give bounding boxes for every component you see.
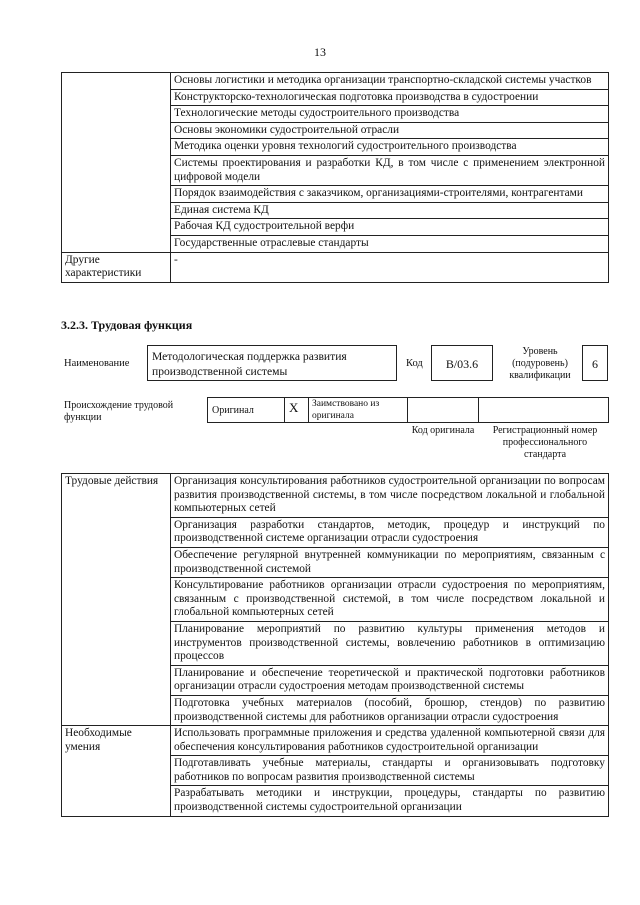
skill-row	[62, 726, 609, 756]
skill-item: Разрабатывать методики и инструкции, процедуры, стандарты по развитию производственной системы судостроительной организации	[171, 786, 609, 816]
knowledge-item: Единая система КД	[171, 202, 609, 219]
borrowed-label: Заимствовано из оригинала	[312, 399, 380, 421]
section-title: 3.2.3. Трудовая функция	[61, 318, 193, 332]
other-characteristics-row	[62, 252, 609, 282]
code-value: B/03.6	[445, 357, 479, 371]
skill-item: Использовать программные приложения и средства удаленной компьютерной связи для обеспечения консультирования работников судостроительной организации	[171, 726, 609, 756]
level-value: 6	[592, 357, 598, 371]
skill-item: Подготавливать учебные материалы, стандарты и организовывать подготовку работников по вопросам развития производственной системы	[171, 756, 609, 786]
page-number: 13	[314, 45, 326, 59]
knowledge-item: Государственные отраслевые стандарты	[171, 235, 609, 252]
other-characteristics-label: Другие характеристики	[62, 252, 171, 282]
knowledge-row	[62, 73, 609, 90]
code-box	[431, 345, 493, 381]
code-label: Код	[406, 358, 423, 369]
actions-label: Трудовые действия	[62, 474, 171, 726]
level-label: Уровень (подуровень) квалификации	[509, 346, 571, 381]
name-value: Методологическая поддержка развития производственной системы	[152, 350, 347, 378]
action-item: Планирование и обеспечение теоретической и практической подготовки работников организации отрасли судостроения методам производственной системы	[171, 665, 609, 695]
code-original-label: Код оригинала	[411, 425, 475, 436]
knowledge-item: Конструкторско-технологическая подготовка производства в судостроении	[171, 89, 609, 106]
other-characteristics-value: -	[171, 252, 609, 282]
functions-table	[61, 473, 609, 817]
action-item: Организация разработки стандартов, методик, процедур и инструкций по производственной системе организации отрасли судостроения	[171, 517, 609, 547]
level-box	[582, 345, 608, 381]
knowledge-item: Системы проектирования и разработки КД, в том числе с применением электронной цифровой модели	[171, 155, 609, 185]
original-label: Оригинал	[212, 405, 254, 416]
knowledge-table	[61, 72, 609, 283]
knowledge-item: Методика оценки уровня технологий судостроительного производства	[171, 139, 609, 156]
name-box	[147, 345, 397, 381]
knowledge-item: Технологические методы судостроительного производства	[171, 106, 609, 123]
knowledge-item: Рабочая КД судостроительной верфи	[171, 219, 609, 236]
origin-label: Происхождение трудовой функции	[64, 400, 174, 423]
action-item: Подготовка учебных материалов (пособий, брошюр, стендов) по развитию производственной системы для работников организации отрасли судостроения	[171, 695, 609, 725]
name-label: Наименование	[64, 358, 130, 369]
knowledge-item: Порядок взаимодействия с заказчиком, организациями-строителями, контрагентами	[171, 186, 609, 203]
action-item: Организация консультирования работников судостроительной организации по вопросам развития производственной системы, в том числе посредством локальной и глобальной компьютерных сетей	[171, 474, 609, 518]
action-item: Консультирование работников организации отрасли судостроения по мероприятиям, связанным с производственной системой, в том числе посредством локальной и глобальной компьютерных сетей	[171, 578, 609, 622]
origin-box	[207, 397, 609, 423]
action-item: Обеспечение регулярной внутренней коммуникации по мероприятиям, связанным с производственной системой	[171, 547, 609, 577]
action-item: Планирование мероприятий по развитию культуры применения методов и инструментов производственной системы, вовлечению работников в оптимизацию процессов	[171, 621, 609, 665]
action-row	[62, 474, 609, 518]
knowledge-label-empty	[62, 73, 171, 253]
knowledge-item: Основы экономики судостроительной отрасли	[171, 122, 609, 139]
knowledge-item: Основы логистики и методика организации транспортно-складской системы участков	[171, 73, 609, 90]
skills-label: Необходимые умения	[62, 726, 171, 817]
reg-number-label: Регистрационный номер профессионального стандарта	[492, 425, 598, 460]
original-mark: X	[289, 400, 299, 415]
